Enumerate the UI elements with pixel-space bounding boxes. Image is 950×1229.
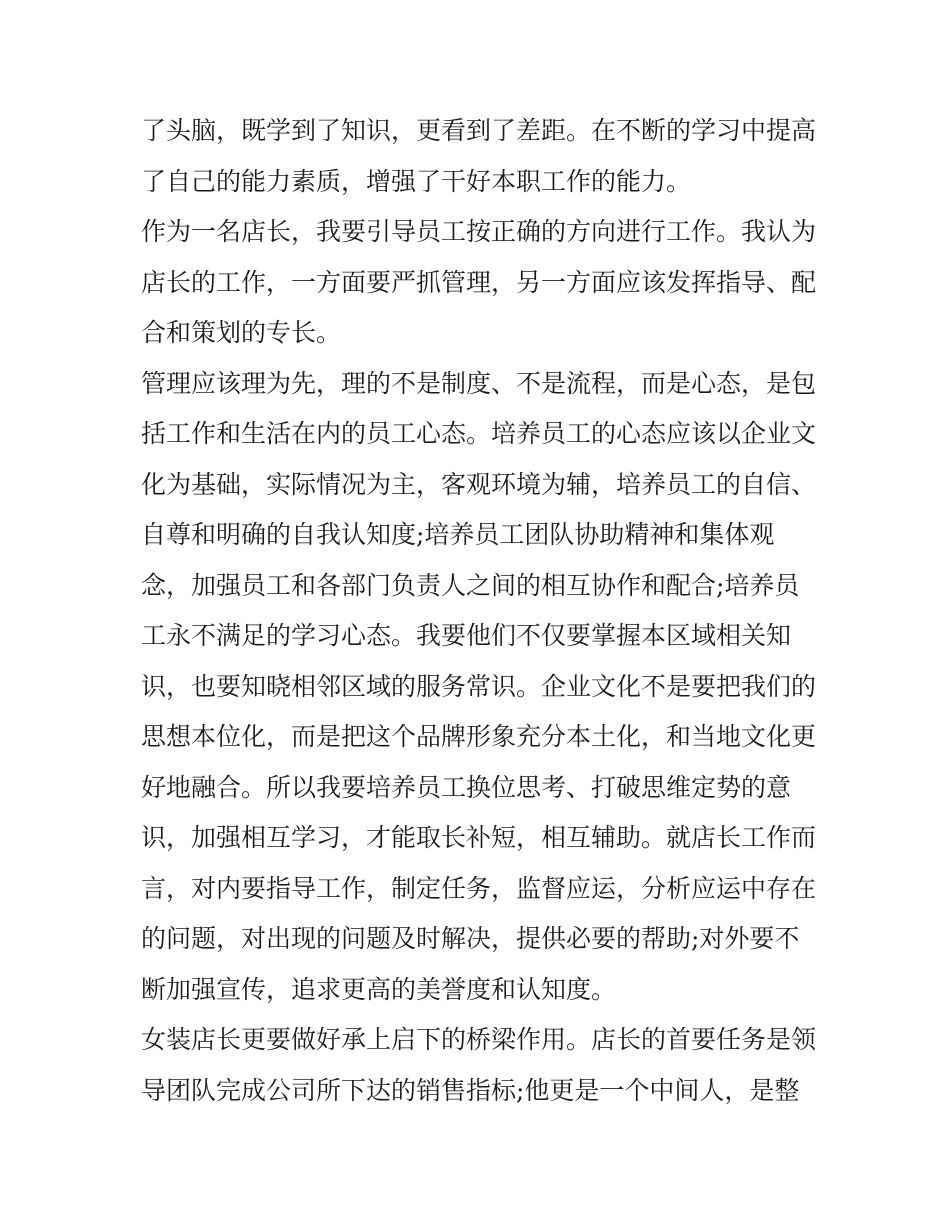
text-line: 导团队完成公司所下达的销售指标;他更是一个中间人，是整: [141, 1075, 800, 1105]
document-body: [141, 106, 821, 1116]
text-line: 管理应该理为先，理的不是制度、不是流程，而是心态，是包: [141, 368, 817, 398]
text-line: 作为一名店长，我要引导员工按正确的方向进行工作。我认为: [141, 217, 817, 246]
text-line: 言，对内要指导工作，制定任务，监督应运，分析应运中存在: [141, 873, 817, 903]
text-line: 识，加强相互学习，才能取长补短，相互辅助。就店长工作而: [141, 823, 817, 852]
text-line: 化为基础，实际情况为主，客观环境为辅，培养员工的自信、: [141, 469, 817, 499]
text-line: 了自己的能力素质，增强了干好本职工作的能力。: [141, 166, 692, 196]
text-line: 思想本位化，而是把这个品牌形象充分本土化，和当地文化更: [141, 722, 817, 751]
text-line: 店长的工作，一方面要严抓管理，另一方面应该发挥指导、配: [141, 267, 817, 297]
text-line: 合和策划的专长。: [141, 318, 342, 347]
text-line: 好地融合。所以我要培养员工换位思考、打破思维定势的意: [141, 772, 792, 802]
text-line: 工永不满足的学习心态。我要他们不仅要掌握本区域相关知: [141, 621, 792, 650]
text-line: 女装店长更要做好承上启下的桥梁作用。店长的首要任务是领: [141, 1025, 817, 1054]
text-line: 的问题，对出现的问题及时解决，提供必要的帮助;对外要不: [141, 924, 800, 953]
text-line: 了头脑，既学到了知识，更看到了差距。在不断的学习中提高: [141, 116, 817, 145]
text-line: 断加强宣传，追求更高的美誉度和认知度。: [141, 974, 617, 1004]
text-line: 括工作和生活在内的员工心态。培养员工的心态应该以企业文: [141, 419, 817, 448]
text-line: 念，加强员工和各部门负责人之间的相互协作和配合;培养员: [141, 570, 800, 600]
text-line: 识，也要知晓相邻区域的服务常识。企业文化不是要把我们的: [141, 671, 817, 701]
text-line: 自尊和明确的自我认知度;培养员工团队协助精神和集体观: [141, 520, 775, 549]
